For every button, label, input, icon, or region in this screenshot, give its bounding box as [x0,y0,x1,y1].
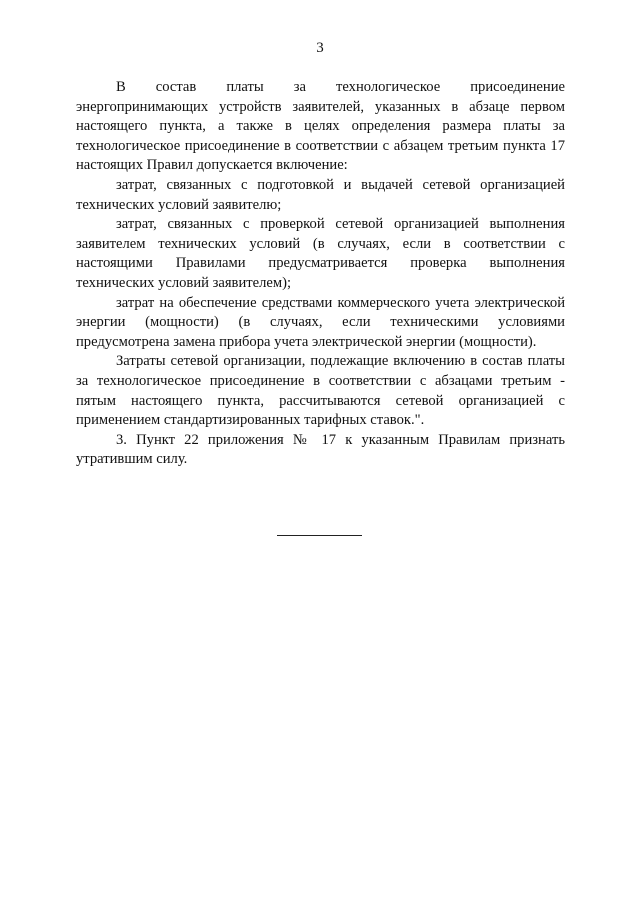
paragraph-verification-costs: затрат, связанных с проверкой сетевой организацией выполнения заявителем технических условий (в случаях, если в соответствии с настоящими Правилами предусматривается проверка выполнения технических условий заявителем); [76,216,565,291]
paragraph-metering-costs: затрат на обеспечение средствами коммерческого учета электрической энергии (мощности) (в случаях, если техническими условиями предусмотрена замена прибора учета электрической энергии (мощности). [76,294,565,350]
paragraph-technical-conditions-costs: затрат, связанных с подготовкой и выдачей сетевой организацией технических условий заявителю; [76,176,565,213]
paragraph-fee-composition: В состав платы за технологическое присоединение энергопринимающих устройств заявителей, указанных в абзаце первом настоящего пункта, а также в целях определения размера платы за технологическое присоединение в соответствии с абзацем третьим пункта 17 настоящих Правил допускается включение: [76,79,565,174]
paragraph-item-3: 3. Пункт 22 приложения № 17 к указанным Правилам признать утратившим силу. [76,431,565,468]
document-body [76,78,565,470]
end-of-text-separator [277,535,362,536]
page-number: 3 [316,40,324,56]
paragraph-standardized-rates: Затраты сетевой организации, подлежащие включению в состав платы за технологическое присоединение в соответствии с абзацами третьим - пятым настоящего пункта, рассчитываются сетевой организацией с применением стандартизированных тарифных ставок.". [76,353,565,429]
